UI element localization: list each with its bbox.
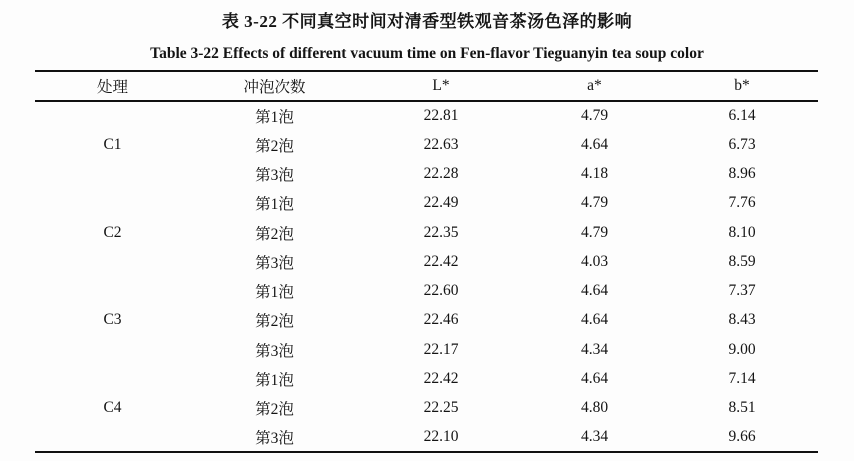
- infusion-cell: 第1泡: [255, 284, 294, 302]
- header-a-star: a*: [587, 77, 602, 94]
- a-value-cell: 4.34: [580, 340, 609, 358]
- infusion-cell: 第3泡: [255, 167, 294, 185]
- b-value-cell: 7.37: [728, 282, 756, 300]
- header-b-star: b*: [734, 77, 750, 94]
- a-value-cell: 4.79: [580, 107, 609, 125]
- table-row: [35, 364, 818, 393]
- b-value-cell: 8.96: [728, 165, 756, 183]
- b-value-cell: 9.00: [728, 340, 756, 358]
- header-treatment: 处理: [96, 79, 128, 96]
- infusion-cell: 第2泡: [255, 401, 294, 419]
- b-value-cell: 8.59: [728, 252, 756, 270]
- infusion-cell: 第1泡: [255, 109, 294, 127]
- treatment-cell: C2: [103, 223, 122, 241]
- infusion-cell: 第3泡: [255, 429, 294, 447]
- l-value-cell: 22.28: [423, 165, 459, 183]
- infusion-cell: 第1泡: [255, 196, 294, 214]
- treatment-cell: C4: [103, 398, 122, 416]
- b-value-cell: 7.14: [728, 369, 756, 387]
- a-value-cell: 4.79: [580, 194, 609, 212]
- l-value-cell: 22.81: [423, 107, 459, 125]
- header-row: [35, 71, 818, 101]
- header-l-star: L*: [432, 77, 450, 94]
- l-value-cell: 22.10: [423, 427, 459, 445]
- b-value-cell: 6.73: [728, 135, 756, 153]
- infusion-cell: 第1泡: [255, 371, 294, 389]
- infusion-cell: 第2泡: [255, 313, 294, 331]
- treatment-cell: C1: [103, 136, 122, 154]
- a-value-cell: 4.64: [580, 135, 609, 153]
- a-value-cell: 4.34: [580, 427, 609, 445]
- a-value-cell: 4.64: [580, 369, 609, 387]
- l-value-cell: 22.17: [423, 340, 459, 358]
- l-value-cell: 22.60: [423, 282, 459, 300]
- infusion-cell: 第3泡: [255, 342, 294, 360]
- l-value-cell: 22.46: [423, 311, 459, 329]
- l-value-cell: 22.63: [423, 135, 459, 153]
- b-value-cell: 7.76: [728, 194, 756, 212]
- b-value-cell: 6.14: [728, 107, 756, 125]
- a-value-cell: 4.03: [580, 252, 609, 270]
- table-header: [35, 71, 818, 101]
- b-value-cell: 8.43: [728, 311, 756, 329]
- l-value-cell: 22.42: [423, 252, 459, 270]
- table-row: [35, 189, 818, 218]
- l-value-cell: 22.42: [423, 369, 459, 387]
- table-row: [35, 277, 818, 306]
- a-value-cell: 4.64: [580, 282, 609, 300]
- a-value-cell: 4.79: [580, 223, 609, 241]
- b-value-cell: 8.10: [728, 223, 756, 241]
- document-page: [0, 10, 854, 461]
- l-value-cell: 22.35: [423, 223, 459, 241]
- infusion-cell: 第2泡: [255, 225, 294, 243]
- a-value-cell: 4.64: [580, 311, 609, 329]
- l-value-cell: 22.49: [423, 194, 459, 212]
- treatment-cell: C3: [103, 311, 122, 329]
- b-value-cell: 8.51: [728, 399, 756, 417]
- l-value-cell: 22.25: [423, 399, 459, 417]
- table-row: [35, 101, 818, 130]
- header-infusion: 冲泡次数: [243, 79, 306, 96]
- table-title-english: Table 3-22 Effects of different vacuum time on Fen-flavor Tieguanyin tea soup color: [150, 45, 704, 62]
- tea-color-data-table: [35, 70, 818, 453]
- table-title-chinese: 表 3-22 不同真空时间对清香型铁观音茶汤色泽的影响: [221, 12, 633, 31]
- a-value-cell: 4.80: [580, 399, 609, 417]
- b-value-cell: 9.66: [728, 427, 756, 445]
- infusion-cell: 第3泡: [255, 254, 294, 272]
- a-value-cell: 4.18: [580, 165, 609, 183]
- table-body: [35, 101, 818, 452]
- infusion-cell: 第2泡: [255, 137, 294, 155]
